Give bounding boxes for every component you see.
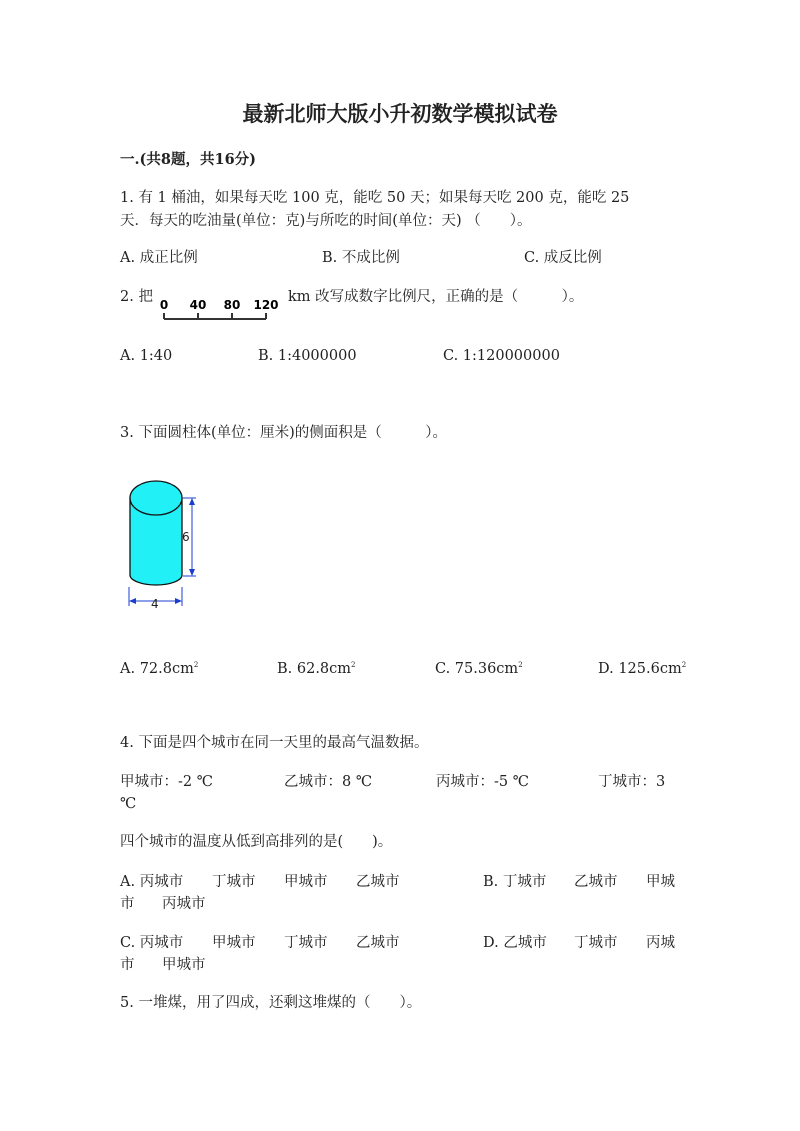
- q4-option-c-item: 乙城市: [356, 935, 400, 951]
- q2-option-b: B. 1:4000000: [258, 348, 357, 364]
- scale-label-40: 40: [189, 298, 207, 312]
- q4-question: 四个城市的温度从低到高排列的是( )。: [120, 834, 393, 850]
- q4-option-c-item: 丁城市: [284, 935, 328, 951]
- scale-label-120: 120: [253, 298, 279, 312]
- q3-text: 3. 下面圆柱体(单位：厘米)的侧面积是（ ）。: [120, 425, 448, 441]
- q2-text-prefix: 2. 把: [120, 289, 153, 305]
- cylinder-figure: [120, 475, 210, 615]
- q4-option-b-item: 甲城: [646, 874, 675, 890]
- q4-option-d-item: 甲城市: [162, 957, 206, 973]
- q3-option-a: A. $72.8cm^2$: [120, 661, 199, 677]
- scale-label-80: 80: [223, 298, 241, 312]
- q3-option-c: C. $75.36cm^2$: [435, 661, 523, 677]
- q4-temp-jia: 甲城市：-2 ℃: [120, 774, 213, 790]
- q4-temp-ding: 丁城市：3: [598, 774, 666, 790]
- section-heading: 一.(共8题，共16分): [120, 151, 257, 168]
- q1-option-a: A. 成正比例: [120, 250, 198, 266]
- scale-label-0: 0: [159, 298, 169, 312]
- diameter-label: 4: [151, 597, 159, 611]
- diameter-arrow-right: [175, 598, 182, 604]
- q1-option-b: B. 不成比例: [322, 250, 400, 266]
- q4-option-c: C. 丙城市: [120, 935, 184, 951]
- q4-option-a: A. 丙城市: [120, 874, 184, 890]
- q2-option-c: C. 1:120000000: [443, 348, 560, 364]
- q4-temp-bing: 丙城市：-5 ℃: [436, 774, 529, 790]
- cylinder-top-face: [130, 481, 182, 515]
- q4-option-d: D. 乙城市: [483, 935, 547, 951]
- q3-option-d: D. $125.6cm^2$: [598, 661, 687, 677]
- q1-text-line1: 1. 有 1 桶油，如果每天吃 100 克，能吃 50 天；如果每天吃 200 克，能吃 25: [120, 190, 630, 206]
- q4-temp-ding-unit: ℃: [120, 796, 137, 812]
- q4-option-d-item: 市: [120, 957, 135, 973]
- q1-text-line2: 天．每天的吃油量(单位：克)与所吃的时间(单位：天) （ ）。: [120, 213, 532, 229]
- q4-option-a-item: 乙城市: [356, 874, 400, 890]
- q5-text: 5. 一堆煤，用了四成，还剩这堆煤的（ ）。: [120, 995, 422, 1011]
- q4-option-d-item: 丁城市: [574, 935, 618, 951]
- q2-option-a: A. 1:40: [120, 348, 173, 364]
- height-arrow-up: [189, 498, 195, 505]
- q2-text-suffix: km 改写成数字比例尺，正确的是（ ）。: [288, 289, 584, 305]
- height-label: 6: [182, 530, 190, 544]
- scale-bar-figure: [155, 294, 285, 328]
- q4-option-b-item: 乙城市: [574, 874, 618, 890]
- q4-option-a-item: 甲城市: [284, 874, 328, 890]
- q1-option-c: C. 成反比例: [524, 250, 602, 266]
- q4-option-a-item: 丁城市: [212, 874, 256, 890]
- diameter-arrow-left: [129, 598, 136, 604]
- q4-text: 4. 下面是四个城市在同一天里的最高气温数据。: [120, 735, 429, 751]
- height-arrow-down: [189, 569, 195, 576]
- q4-option-b-item: 丙城市: [162, 896, 206, 912]
- q4-option-c-item: 甲城市: [212, 935, 256, 951]
- q4-option-b: B. 丁城市: [483, 874, 547, 890]
- q3-option-b: B. $62.8cm^2$: [277, 661, 356, 677]
- q4-option-b-item: 市: [120, 896, 135, 912]
- q4-temp-yi: 乙城市：8 ℃: [284, 774, 373, 790]
- q4-option-d-item: 丙城: [646, 935, 675, 951]
- page-title: 最新北师大版小升初数学模拟试卷: [242, 101, 558, 126]
